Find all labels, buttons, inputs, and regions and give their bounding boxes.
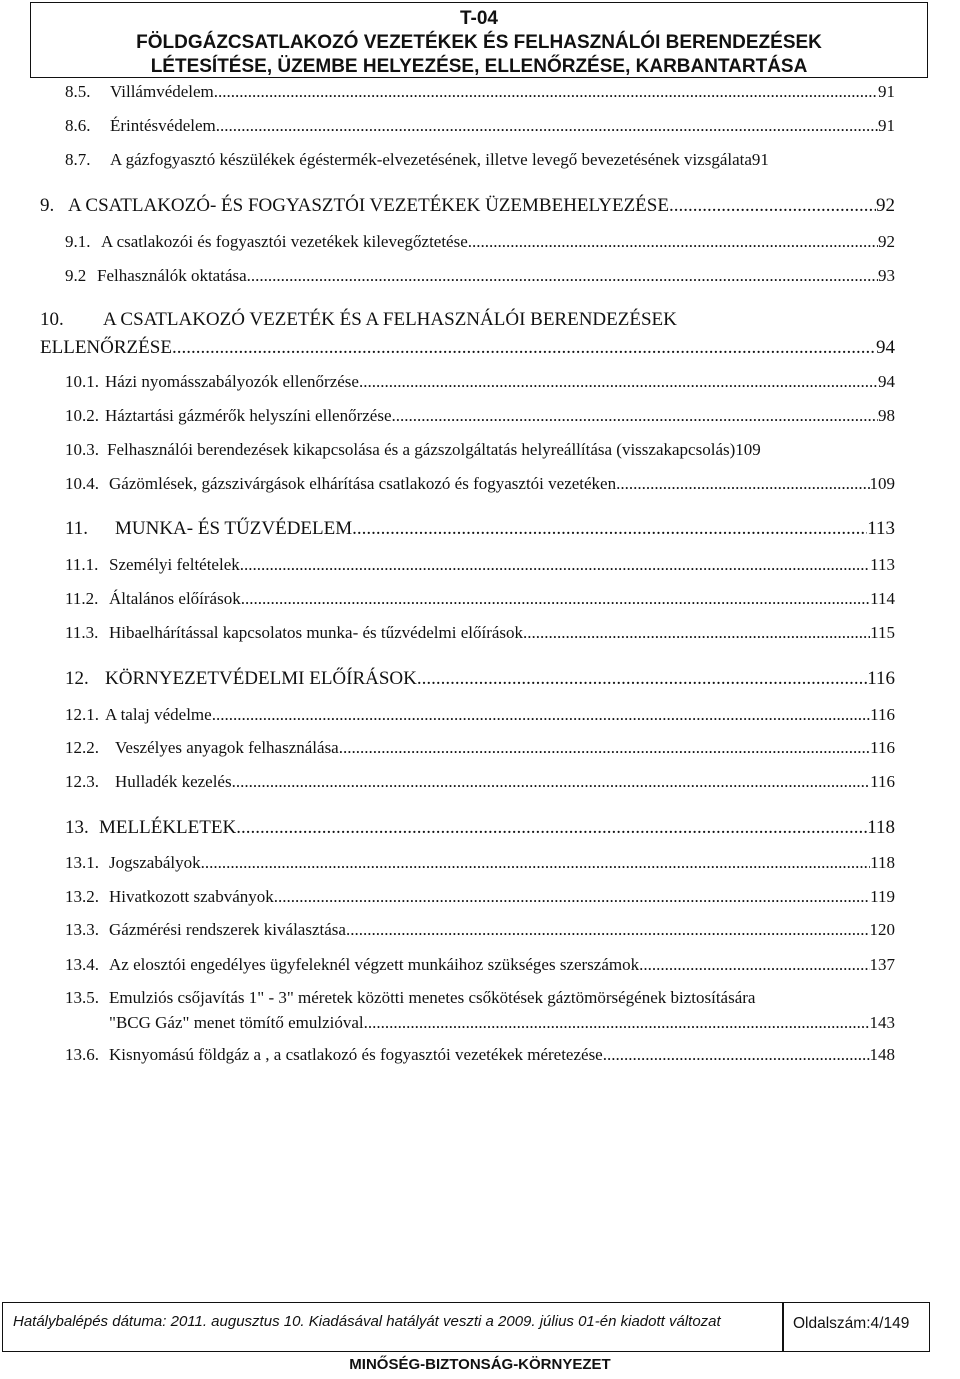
toc-title: Veszélyes anyagok felhasználása xyxy=(115,738,339,757)
toc-title: Felhasználók oktatása xyxy=(97,266,247,285)
toc-title: MELLÉKLETEK xyxy=(99,817,237,838)
toc-page-number: 116 xyxy=(870,738,895,757)
toc-number: 12. xyxy=(65,668,89,689)
toc-entry-13-5[interactable] xyxy=(65,988,755,1008)
toc-entry-13[interactable] xyxy=(65,817,895,839)
toc-entry-13-3[interactable] xyxy=(65,920,895,940)
toc-entry-11-1[interactable] xyxy=(65,555,895,575)
toc-page-number: 93 xyxy=(878,266,895,285)
toc-number: 10. xyxy=(40,309,64,330)
toc-title: A csatlakozói és fogyasztói vezetékek kilevegőztetése xyxy=(101,232,468,251)
toc-page-number: 113 xyxy=(870,555,895,574)
toc-entry-10-2[interactable] xyxy=(65,406,895,426)
toc-page-number: 91 xyxy=(878,82,895,101)
toc-number: 12.1. xyxy=(65,705,99,724)
validity-note: Hatálybalépés dátuma: 2011. augusztus 10. Kiadásával hatályát veszti a 2009. július 01-én kiadott változat xyxy=(13,1313,721,1330)
document-title-line-1: FÖLDGÁZCSATLAKOZÓ VEZETÉKEK ÉS FELHASZNÁLÓI BERENDEZÉSEK xyxy=(136,32,822,53)
toc-entry-10[interactable] xyxy=(40,309,677,331)
toc-number: 10.4. xyxy=(65,474,99,493)
toc-page-number: 143 xyxy=(869,1013,895,1032)
toc-leader-dots xyxy=(232,772,871,792)
toc-title: MUNKA- ÉS TŰZVÉDELEM xyxy=(115,518,353,539)
toc-leader-dots xyxy=(468,232,878,252)
toc-title: A talaj védelme xyxy=(105,705,212,724)
toc-number: 10.1. xyxy=(65,372,99,391)
toc-title: A gázfogyasztó készülékek égéstermék-elvezetésének, illetve levegő bevezetésének vizsgálata xyxy=(110,150,752,169)
toc-leader-dots xyxy=(240,555,870,575)
toc-page-number: 92 xyxy=(878,232,895,251)
toc-title: Általános előírások xyxy=(109,589,241,608)
toc-leader-dots xyxy=(352,518,867,540)
toc-page-number: 115 xyxy=(870,623,895,642)
toc-number: 9. xyxy=(40,195,55,216)
toc-page-number: 98 xyxy=(878,406,895,425)
toc-leader-dots xyxy=(523,623,870,643)
toc-leader-dots xyxy=(216,116,878,136)
toc-page-number: 120 xyxy=(869,920,895,939)
toc-title: Az elosztói engedélyes ügyfeleknél végzett munkáihoz szükséges szerszámok xyxy=(109,955,640,974)
toc-entry-11-3[interactable] xyxy=(65,623,895,643)
toc-entry-8-6[interactable] xyxy=(65,116,895,136)
toc-entry-11-2[interactable] xyxy=(65,589,895,609)
toc-number: 13.4. xyxy=(65,955,99,974)
toc-leader-dots xyxy=(417,668,867,690)
toc-page-number: 92 xyxy=(876,195,895,216)
toc-leader-dots xyxy=(616,474,869,494)
toc-page-number: 94 xyxy=(878,372,895,391)
toc-title-continuation: ELLENŐRZÉSE xyxy=(40,337,172,358)
toc-title: Emulziós csőjavítás 1" - 3" méretek közötti menetes csőkötések gáztömörségének biztosítására xyxy=(109,988,756,1007)
page-number-label: Oldalszám:4/149 xyxy=(793,1315,910,1332)
toc-title: Gázömlések, gázszivárgások elhárítása csatlakozó és fogyasztói vezetéken xyxy=(109,474,617,493)
document-header xyxy=(30,2,928,78)
toc-entry-12-2[interactable] xyxy=(65,738,895,758)
toc-leader-dots xyxy=(214,82,878,102)
toc-number: 13.3. xyxy=(65,920,99,939)
toc-leader-dots xyxy=(172,337,876,359)
toc-page-number: 119 xyxy=(870,887,895,906)
toc-page-number: 116 xyxy=(867,668,895,689)
toc-number: 13.1. xyxy=(65,853,99,872)
toc-page-number: 137 xyxy=(869,955,895,974)
toc-title: Személyi feltételek xyxy=(109,555,240,574)
toc-leader-dots xyxy=(212,705,870,725)
toc-title: Kisnyomású földgáz a , a csatlakozó és fogyasztói vezetékek méretezése xyxy=(109,1045,603,1064)
toc-number: 9.2 xyxy=(65,266,87,285)
toc-entry-10-1[interactable] xyxy=(65,372,895,392)
toc-entry-10-4[interactable] xyxy=(65,474,895,494)
footer-divider xyxy=(782,1303,784,1351)
toc-page-number: 114 xyxy=(870,589,895,608)
toc-number: 11.1. xyxy=(65,555,99,574)
toc-leader-dots xyxy=(241,589,870,609)
toc-entry-13-1[interactable] xyxy=(65,853,895,873)
document-footer xyxy=(2,1302,930,1352)
toc-number: 13. xyxy=(65,817,89,838)
toc-entry-12[interactable] xyxy=(65,668,895,690)
toc-entry-12-3[interactable] xyxy=(65,772,895,792)
toc-leader-dots xyxy=(639,955,869,975)
toc-number: 12.2. xyxy=(65,738,99,757)
toc-number: 8.7. xyxy=(65,150,91,169)
toc-entry-10-continuation[interactable] xyxy=(40,337,895,359)
footer-brand: MINŐSÉG-BIZTONSÁG-KÖRNYEZET xyxy=(349,1356,611,1373)
toc-title: Hivatkozott szabványok xyxy=(109,887,274,906)
toc-number: 9.1. xyxy=(65,232,91,251)
toc-page-number: 148 xyxy=(869,1045,895,1064)
toc-entry-13-2[interactable] xyxy=(65,887,895,907)
toc-entry-9-2[interactable] xyxy=(65,266,895,286)
toc-leader-dots xyxy=(603,1045,870,1065)
toc-leader-dots xyxy=(274,887,870,907)
toc-title: Jogszabályok xyxy=(109,853,201,872)
toc-entry-12-1[interactable] xyxy=(65,705,895,725)
toc-number: 12.3. xyxy=(65,772,99,791)
toc-number: 8.6. xyxy=(65,116,91,135)
toc-title: Házi nyomásszabályozók ellenőrzése xyxy=(105,372,359,391)
toc-number: 11. xyxy=(65,518,89,539)
toc-entry-13-5-continuation[interactable] xyxy=(109,1013,895,1033)
document-code: T-04 xyxy=(459,8,499,29)
toc-title: Háztartási gázmérők helyszíni ellenőrzése xyxy=(105,406,392,425)
toc-title-continuation: "BCG Gáz" menet tömítő emulzióval xyxy=(109,1013,364,1032)
toc-leader-dots xyxy=(201,853,871,873)
toc-title: Villámvédelem xyxy=(110,82,214,101)
toc-page-number: 113 xyxy=(867,518,895,539)
toc-title: Hibaelhárítással kapcsolatos munka- és tűzvédelmi előírások xyxy=(109,623,524,642)
toc-title: KÖRNYEZETVÉDELMI ELŐÍRÁSOK xyxy=(105,668,417,689)
toc-title: A CSATLAKOZÓ- ÉS FOGYASZTÓI VEZETÉKEK ÜZEMBEHELYEZÉSE xyxy=(68,195,669,216)
toc-number: 13.5. xyxy=(65,988,99,1007)
toc-entry-8-7[interactable] xyxy=(65,150,769,170)
toc-number: 10.3. xyxy=(65,440,99,459)
toc-number: 11.2. xyxy=(65,589,99,608)
toc-number: 13.2. xyxy=(65,887,99,906)
toc-leader-dots xyxy=(359,372,878,392)
document-title-line-2: LÉTESÍTÉSE, ÜZEMBE HELYEZÉSE, ELLENŐRZÉSE, KARBANTARTÁSA xyxy=(150,56,808,77)
toc-leader-dots xyxy=(339,738,870,758)
toc-page-number: 109 xyxy=(735,440,761,459)
toc-page-number: 94 xyxy=(876,337,895,358)
toc-page-number: 118 xyxy=(867,817,895,838)
toc-leader-dots xyxy=(247,266,878,286)
toc-entry-8-5[interactable] xyxy=(65,82,895,102)
toc-number: 13.6. xyxy=(65,1045,99,1064)
toc-title: Érintésvédelem xyxy=(110,116,216,135)
toc-number: 11.3. xyxy=(65,623,99,642)
toc-leader-dots xyxy=(346,920,870,940)
toc-page-number: 118 xyxy=(870,853,895,872)
toc-page-number: 116 xyxy=(870,705,895,724)
toc-title: Gázmérési rendszerek kiválasztása xyxy=(109,920,346,939)
toc-entry-13-4[interactable] xyxy=(65,955,895,975)
toc-leader-dots xyxy=(669,195,876,217)
toc-entry-9[interactable] xyxy=(40,195,895,217)
toc-entry-11[interactable] xyxy=(65,518,895,540)
toc-page-number: 91 xyxy=(878,116,895,135)
toc-leader-dots xyxy=(364,1013,870,1033)
toc-number: 10.2. xyxy=(65,406,99,425)
toc-entry-9-1[interactable] xyxy=(65,232,895,252)
toc-title: Felhasználói berendezések kikapcsolása és a gázszolgáltatás helyreállítása (visszakapcsolás) xyxy=(107,440,736,459)
toc-page-number: 91 xyxy=(751,150,769,169)
toc-title: Hulladék kezelés xyxy=(115,772,232,791)
toc-entry-10-3[interactable] xyxy=(65,440,761,460)
toc-title: A CSATLAKOZÓ VEZETÉK ÉS A FELHASZNÁLÓI BERENDEZÉSEK xyxy=(103,309,677,330)
toc-page-number: 109 xyxy=(869,474,895,493)
toc-number: 8.5. xyxy=(65,82,91,101)
toc-leader-dots xyxy=(392,406,878,426)
toc-entry-13-6[interactable] xyxy=(65,1045,895,1065)
toc-page-number: 116 xyxy=(870,772,895,791)
toc-leader-dots xyxy=(236,817,867,839)
